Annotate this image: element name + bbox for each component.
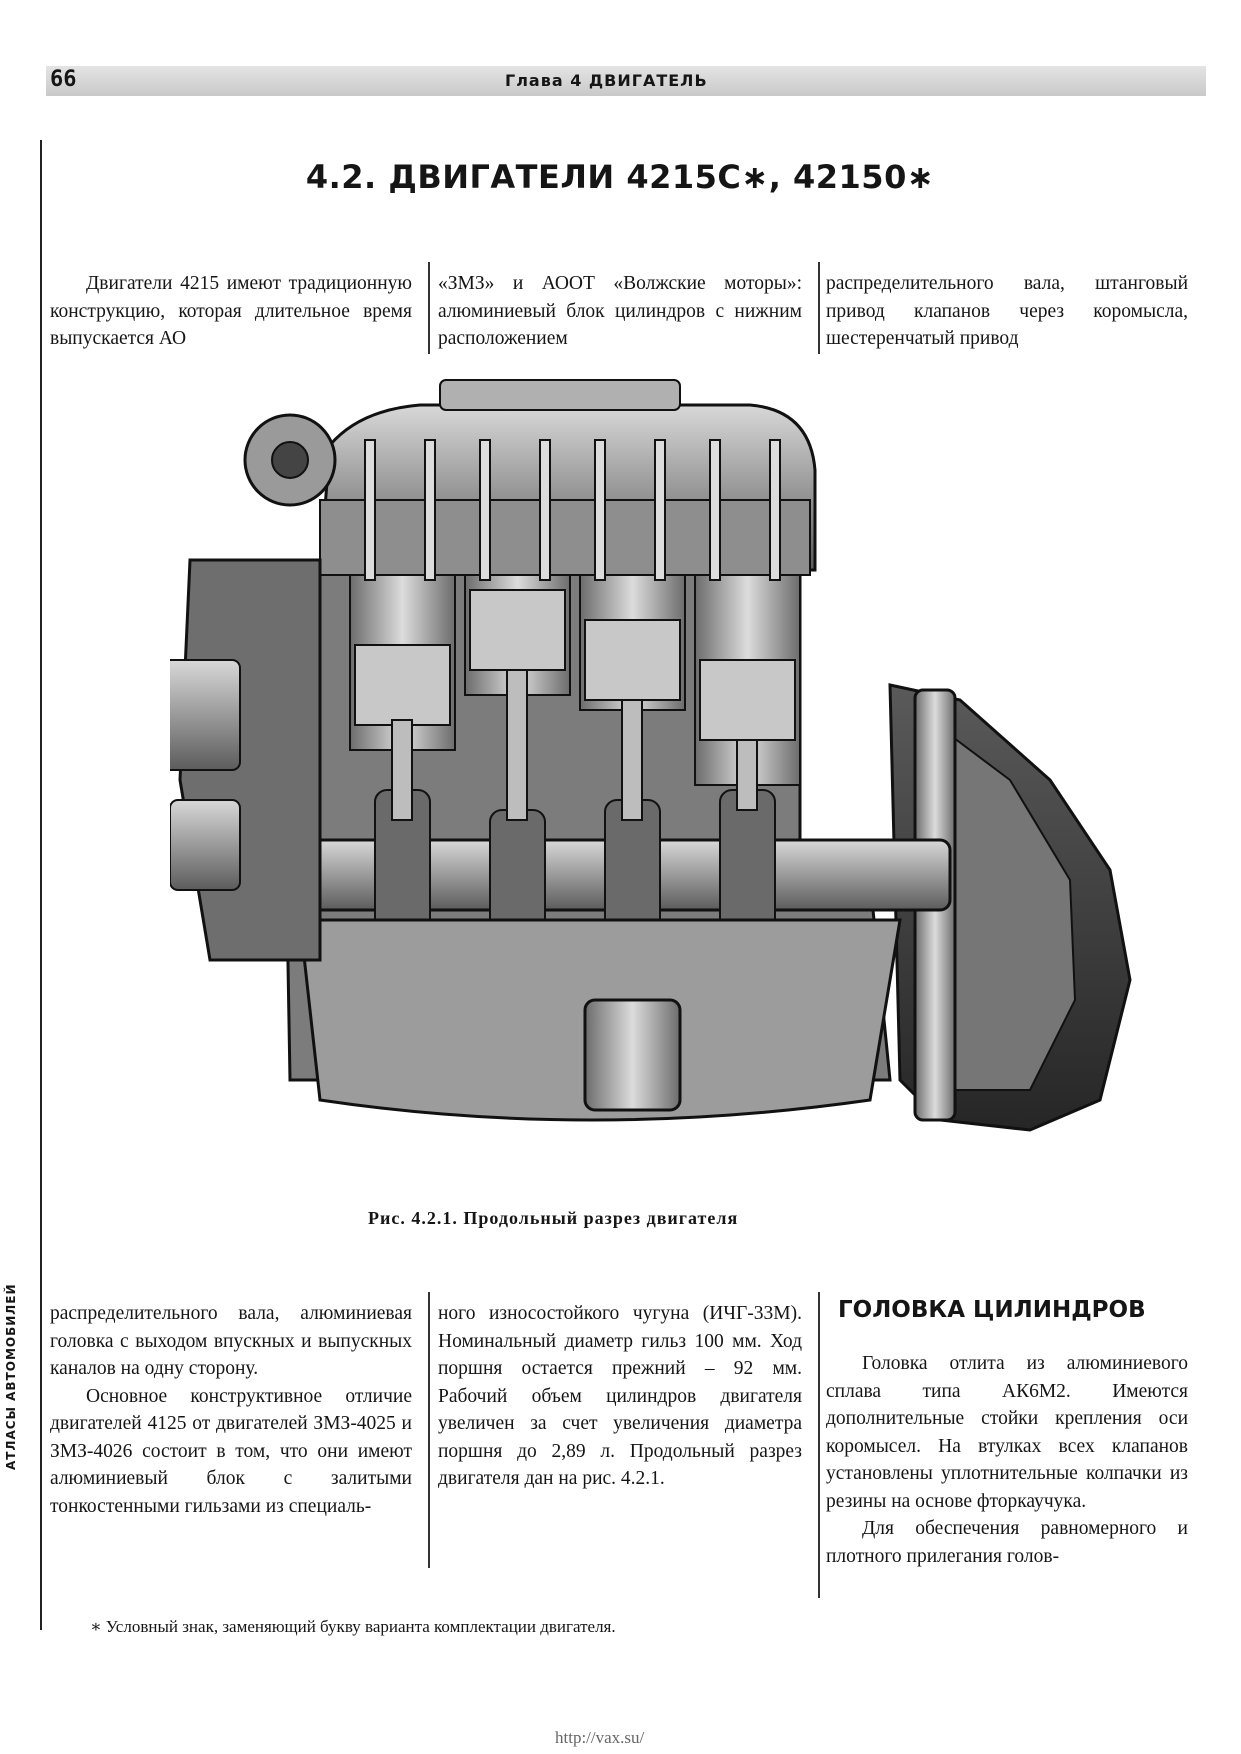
column-rule — [428, 262, 430, 354]
body-column-3 — [826, 1350, 1188, 1570]
source-url: http://vax.su/ — [555, 1728, 645, 1747]
subsection-heading: ГОЛОВКА ЦИЛИНДРОВ — [838, 1297, 1146, 1323]
intro-paragraph-3: распределительного вала, штанговый привод клапанов через коромысла, шестеренчатый привод — [826, 273, 1188, 349]
column-rule — [818, 262, 820, 354]
side-series-label: АТЛАСЫ АВТОМОБИЛЕЙ — [4, 1283, 18, 1470]
column-rule — [428, 1292, 430, 1568]
intro-paragraph-1: Двигатели 4215 имеют традиционную конструкцию, которая длительное время выпускается АО — [50, 273, 412, 349]
body-column-2 — [438, 1300, 802, 1493]
chapter-running-head: Глава 4 ДВИГАТЕЛЬ — [505, 71, 708, 90]
page-number: 66 — [50, 67, 77, 92]
intro-column-2 — [438, 270, 802, 353]
engine-cutaway-figure — [170, 360, 1150, 1200]
body-paragraph: ного износостойкого чугуна (ИЧГ-33М). Номинальный диаметр гильз 100 мм. Ход поршня остается прежний – 92 мм. Рабочий объем цилиндров двигателя увеличен за счет увеличения диаметра поршня до 2,89 л. Продольный разрез двигателя дан на рис. 4.2.1. — [438, 1303, 802, 1489]
body-column-1 — [50, 1300, 412, 1520]
body-paragraph: распределительного вала, алюминиевая головка с выходом впускных и выпускных каналов на одну сторону. — [50, 1303, 412, 1379]
section-title: 4.2. ДВИГАТЕЛИ 4215С∗, 42150∗ — [305, 158, 935, 196]
body-paragraph: Головка отлита из алюминиевого сплава типа АК6М2. Имеются дополнительные стойки крепления оси коромысел. На втулках всех клапанов установлены уплотнительные колпачки из резины на основе фторкаучука. — [826, 1353, 1188, 1512]
figure-caption: Рис. 4.2.1. Продольный разрез двигателя — [368, 1208, 739, 1228]
column-rule — [818, 1292, 820, 1598]
body-paragraph: Основное конструктивное отличие двигателей 4125 от двигателей ЗМЗ-4025 и ЗМЗ-4026 состоит в том, что они имеют алюминиевый блок с залитыми тонкостенными гильзами из специаль- — [50, 1385, 412, 1517]
footnote: ∗ Условный знак, заменяющий букву варианта комплектации двигателя. — [90, 1617, 616, 1636]
left-margin-rule — [40, 140, 42, 1630]
engine-cutaway-drawing — [170, 360, 1150, 1200]
intro-column-3 — [826, 270, 1188, 353]
body-paragraph: Для обеспечения равномерного и плотного прилегания голов- — [826, 1518, 1188, 1567]
intro-paragraph-2: «ЗМЗ» и АООТ «Волжские моторы»: алюминиевый блок цилиндров с нижним расположением — [438, 273, 802, 349]
intro-column-1 — [50, 270, 412, 353]
